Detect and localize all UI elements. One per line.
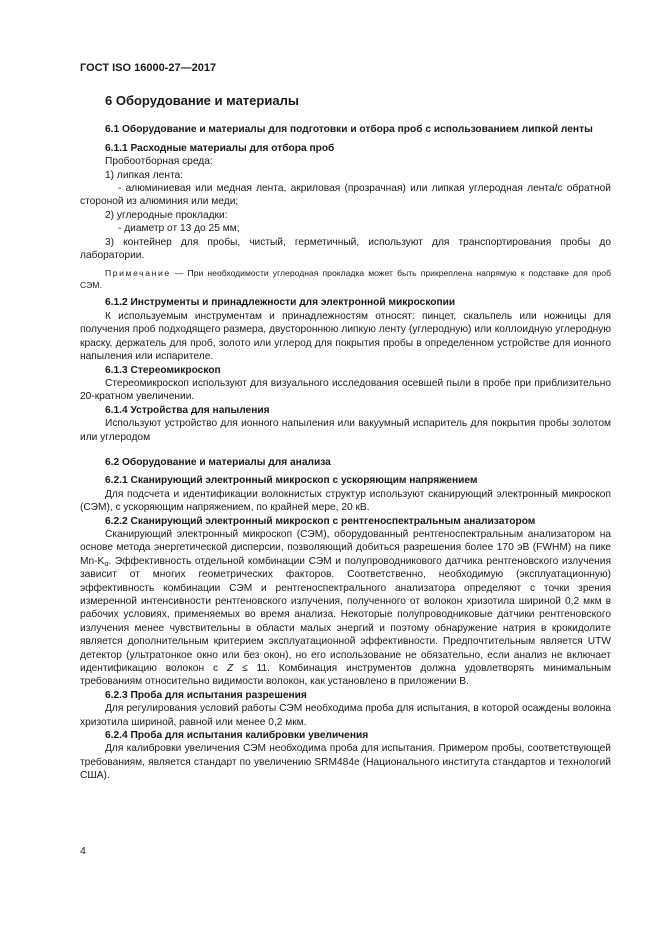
section-6-1-4-title: 6.1.4 Устройства для напыления [105,404,270,416]
alpha-subscript: α [104,560,109,568]
note-label: Примечание [105,268,171,279]
section-6-2-2-text [80,528,611,689]
section-6-2-2-text-c: ≤ 11. Комбинация инструментов должна удовлетворять минимальным требованиям относительно видимости волокон, как установлено в приложении В. [80,663,611,688]
standard-header: ГОСТ ISO 16000-27—2017 [80,62,217,74]
page-content [80,90,611,783]
section-6-2-3-title: 6.2.3 Проба для испытания разрешения [105,689,307,701]
list-item-3: 3) контейнер для пробы, чистый, герметичный, используют для транспортирования пробы до лаборатории. [80,236,611,262]
list-item-1-dash: - алюминиевая или медная лента, акриловая (прозрачная) или липкая углеродная лента/с обратной стороной из алюминия или меди; [80,183,611,208]
section-6-1-2-text: К используемым инструментам и принадлежностям относят: пинцет, скальпель или ножницы для получения проб подходящего размера, двустороннюю липкую ленту (углеродную) или коллоидную углеродную краску, держатель для проб, золото или углерод для покрытия пробы в определенном устройстве для ионного напыления или испарителе. [80,310,611,363]
list-item-2: 2) углеродные прокладки: [105,209,228,221]
z-symbol: Z [226,663,234,675]
page-number: 4 [80,845,86,857]
section-6-1-2-title: 6.1.2 Инструменты и принадлежности для электронной микроскопии [105,297,456,309]
section-6-1-3-title: 6.1.3 Стереомикроскоп [105,364,221,376]
section-6-2-1-title: 6.2.1 Сканирующий электронный микроскоп с ускоряющим напряжением [105,475,478,487]
section-6-1-3-text: Стереомикроскоп используют для визуального исследования осевшей пыли в пробе при приблизительно 20-кратном увеличении. [80,377,611,403]
section-6-2-2-text-b: . Эффективность отдельной комбинации СЭМ и полупроводникового датчика рентгеновского излучения зависит от многих геометрических факторов. Соответственно, необходимую (эксплуатационную) эффективность комбинации СЭМ и рентгеноспектрального анализатора определяют с точки зрения измеренной интенсивности рентгеновского излучения, полученного от волокон хризотила шириной 0,2 мкм в рабочих условиях, применяемых во время анализа. Некоторые полупроводниковые датчики рентгеновского излучения менее чувствительны в области малых энергий и поэтому обнаружение натрия в крокидолите является дополнительным критерием эксплуатационной эффективности. Предпочтительным является UTW детектор (ультратонкое окно или без окон), но его использование не обязательно, если анализ не включает идентификацию волокон с [80,555,611,675]
section-6-1-title: 6.1 Оборудование и материалы для подготовки и отбора проб с использованием липкой ленты [105,124,593,136]
section-6-1-1-title: 6.1.1 Расходные материалы для отбора проб [105,142,335,154]
note-text: — При необходимости углеродная прокладка может быть прикреплена напрямую к подставке для проб СЭМ. [80,268,611,290]
list-item-2-dash: - диаметр от 13 до 25 мм; [118,223,240,235]
section-6-1-1-intro: Пробоотборная среда: [105,156,213,168]
section-6-2-2-title: 6.2.2 Сканирующий электронный микроскоп с рентгеноспектральным анализатором [105,515,536,527]
list-item-1: 1) липкая лента: [105,169,184,181]
section-6-title: 6 Оборудование и материалы [105,93,299,108]
note [80,268,611,291]
section-6-2-2-text-a: Сканирующий электронный микроскоп (СЭМ), оборудованный рентгеноспектральным анализатором на основе метода энергетической дисперсии, позволяющий добиться разрешения более 170 эВ (FWHM) на пике Mn-K [80,528,611,567]
section-6-2-1-text: Для подсчета и идентификации волокнистых структур используют сканирующий электронный микроскоп (СЭМ), с ускоряющим напряжением, по крайней мере, 20 кВ. [80,488,611,514]
section-6-2-4-title: 6.2.4 Проба для испытания калибровки увеличения [105,730,369,742]
section-6-2-4-text: Для калибровки увеличения СЭМ необходима проба для испытания. Примером пробы, соответствующей требованиям, является стандарт по увеличению SRM484e (Национального института стандартов и технологий США). [80,743,611,782]
section-6-2-title: 6.2 Оборудование и материалы для анализа [105,456,331,468]
section-6-1-4-text: Используют устройство для ионного напыления или вакуумный испаритель для покрытия пробы золотом или углеродом [80,418,611,443]
section-6-2-3-text: Для регулирования условий работы СЭМ необходима проба для испытания, в которой осаждены волокна хризотила шириной, равной или менее 0,2 мкм. [80,703,611,728]
